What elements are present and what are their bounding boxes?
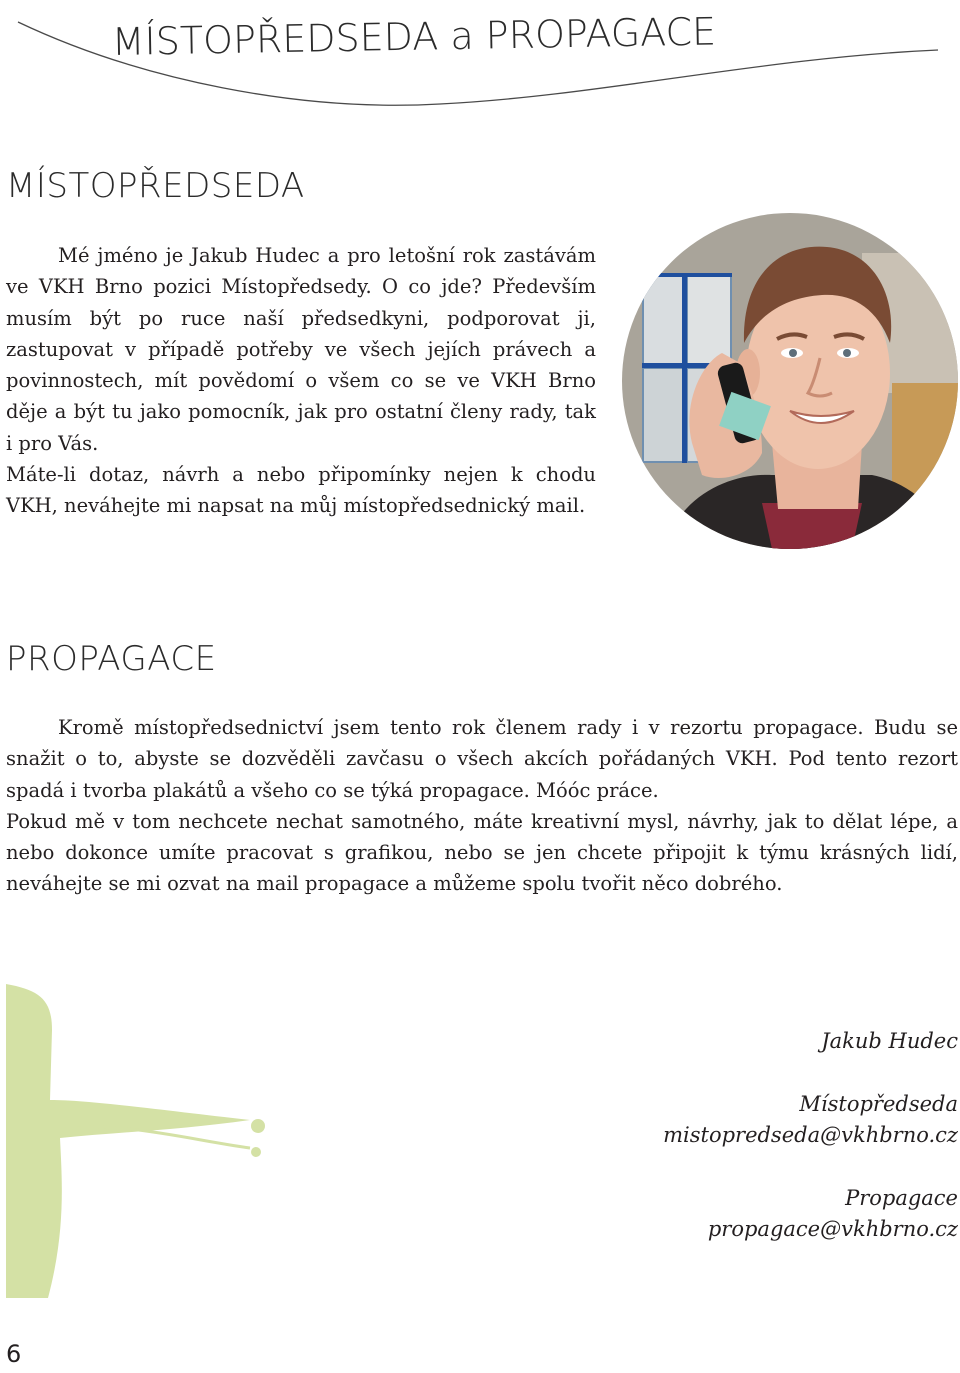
contact-email-propagace[interactable]: propagace@vkhbrno.cz xyxy=(707,1217,958,1241)
portrait-photo xyxy=(622,213,958,549)
contact-role-mistopredseda: Místopředseda xyxy=(799,1092,958,1116)
propagace-text xyxy=(6,712,958,900)
header-swoosh xyxy=(0,0,960,130)
page-header xyxy=(0,0,960,130)
propagace-paragraph-2: Pokud mě v tom nechcete nechat samotného, máte kreativní mysl, návrhy, jak to dělat lépe, a nebo dokonce umíte pracovat s grafikou, nebo se jen chcete připojit k týmu krásných lidí, neváhejte se mi ozvat na mail propagace a můžeme spolu tvořit něco dobrého. xyxy=(6,809,958,896)
mistopredseda-text xyxy=(6,240,596,522)
contact-role-propagace: Propagace xyxy=(845,1186,958,1210)
page-number: 6 xyxy=(6,1340,22,1368)
contact-block xyxy=(663,1026,958,1245)
contact-name: Jakub Hudec xyxy=(821,1029,958,1053)
propagace-paragraph-1: Kromě místopředsednictví jsem tento rok členem rady i v rezortu propagace. Budu se snažit o to, abyste se dozvěděli zavčasu o všech akcích pořádaných VKH. Pod tento rezort spadá i tvorba plakátů a všeho co se týká propagace. Móóc práce. xyxy=(6,716,958,802)
leaf-decoration xyxy=(0,980,300,1300)
portrait-illustration xyxy=(622,213,958,549)
section-heading-mistopredseda: MÍSTOPŘEDSEDA xyxy=(6,166,305,206)
section-heading-propagace: PROPAGACE xyxy=(6,639,217,679)
mistopredseda-paragraph-1: Mé jméno je Jakub Hudec a pro letošní rok zastávám ve VKH Brno pozici Místopředsedy. O co jde? Především musím být po ruce naší předsedkyni, podporovat ji, zastupovat v případě potřeby ve všech jejích právech a povinnostech, mít povědomí o všem co se ve VKH Brno děje a být tu jako pomocník, jak pro ostatní členy rady, tak i pro Vás. xyxy=(6,244,596,455)
mistopredseda-paragraph-2: Máte-li dotaz, návrh a nebo připomínky nejen k chodu VKH, neváhejte mi napsat na můj místopředsednický mail. xyxy=(6,463,596,518)
page-title xyxy=(111,9,716,64)
contact-email-mistopredseda[interactable]: mistopredseda@vkhbrno.cz xyxy=(663,1123,958,1147)
page-title-text: MÍSTOPŘEDSEDA a PROPAGACE xyxy=(111,9,717,64)
